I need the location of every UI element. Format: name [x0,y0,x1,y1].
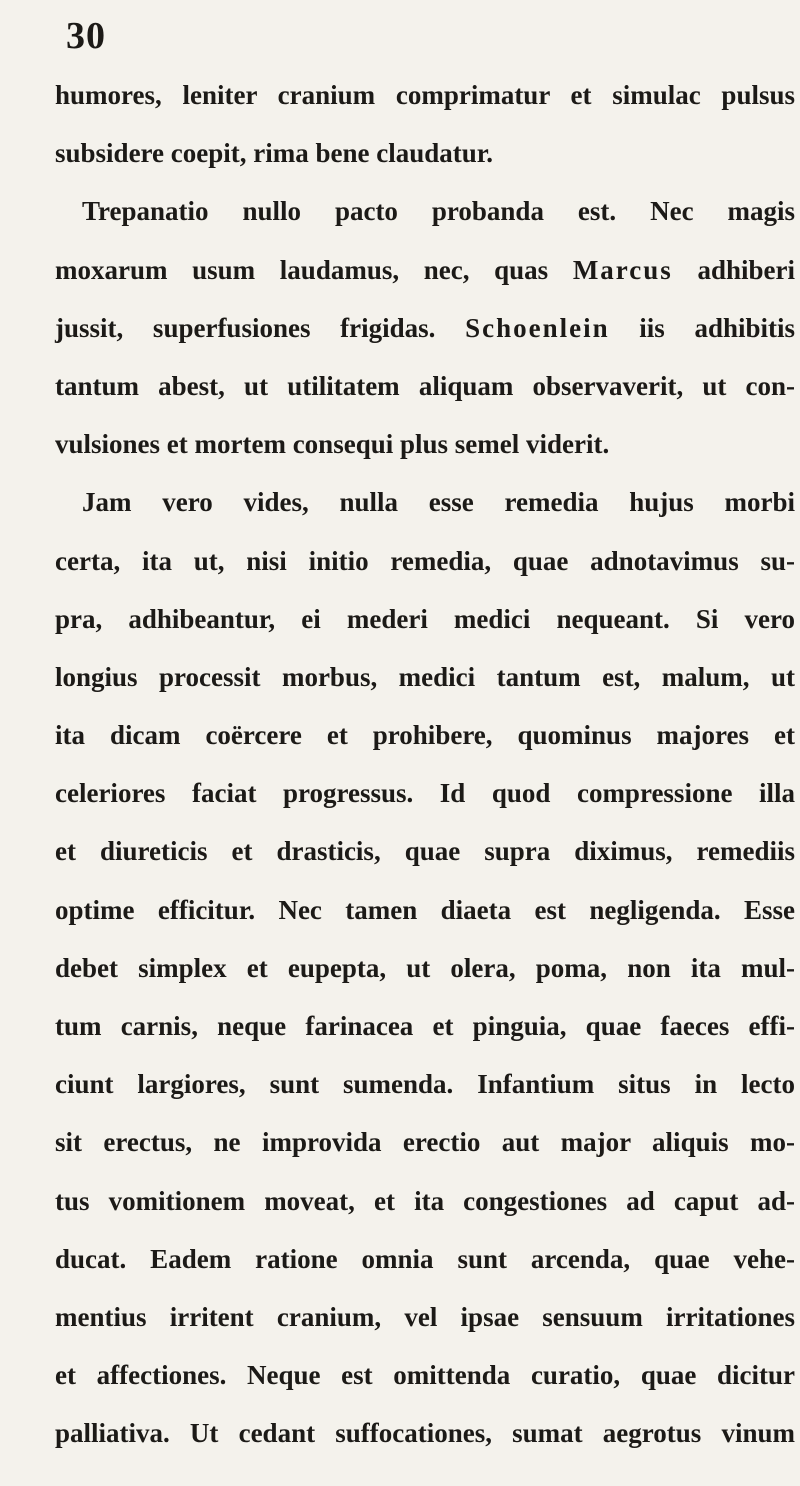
text-line: et affectiones. Neque est omittenda curatio, quae dicitur [55,1360,795,1391]
text-line: palliativa. Ut cedant suffocationes, sumat aegrotus vinum [55,1418,795,1449]
text-body [55,66,795,1463]
text-line: longius processit morbus, medici tantum est, malum, ut [55,661,795,692]
author-name: Schoenlein [465,312,610,343]
text-line: debet simplex et eupepta, ut olera, poma, non ita mul- [55,952,795,983]
text-line: mentius irritent cranium, vel ipsae sensuum irritationes [55,1301,795,1332]
text-line: celeriores faciat progressus. Id quod compressione illa [55,778,795,809]
page-number: 30 [66,15,106,57]
text-line: certa, ita ut, nisi initio remedia, quae adnotavimus su- [55,545,795,576]
text-segment: iis adhibitis [639,312,795,343]
text-line: tum carnis, neque farinacea et pinguia, quae faeces effi- [55,1011,795,1041]
text-segment: jussit, superfusiones frigidas. [55,312,436,343]
text-line: vulsiones et mortem consequi plus semel viderit. [55,429,610,460]
text-line: tantum abest, ut utilitatem aliquam observaverit, ut con- [55,370,795,401]
text-line: optime efficitur. Nec tamen diaeta est negligenda. Esse [55,894,795,925]
text-line: ita dicam coërcere et prohibere, quominus majores et [55,720,795,751]
text-line: ciunt largiores, sunt sumenda. Infantium situs in lecto [55,1069,795,1100]
paragraph-start-line: Trepanatio nullo pacto probanda est. Nec magis [82,196,795,227]
text-line [55,299,795,357]
text-line: tus vomitionem moveat, et ita congestiones ad caput ad- [55,1185,795,1216]
text-line: et diureticis et drasticis, quae supra diximus, remediis [55,836,795,867]
author-name: Marcus [572,254,673,285]
text-line: ducat. Eadem ratione omnia sunt arcenda, quae vehe- [55,1243,795,1274]
text-segment: moxarum usum laudamus, nec, quas [55,254,549,285]
text-segment: adhiberi [697,254,796,285]
paragraph-start-line: Jam vero vides, nulla esse remedia hujus morbi [82,487,795,518]
text-line: sit erectus, ne improvida erectio aut major aliquis mo- [55,1127,795,1158]
text-line: pra, adhibeantur, ei mederi medici nequeant. Si vero [55,603,795,634]
text-line [55,241,795,299]
text-line: subsidere coepit, rima bene claudatur. [55,138,494,169]
text-line: humores, leniter cranium comprimatur et simulac pulsus [55,80,795,110]
